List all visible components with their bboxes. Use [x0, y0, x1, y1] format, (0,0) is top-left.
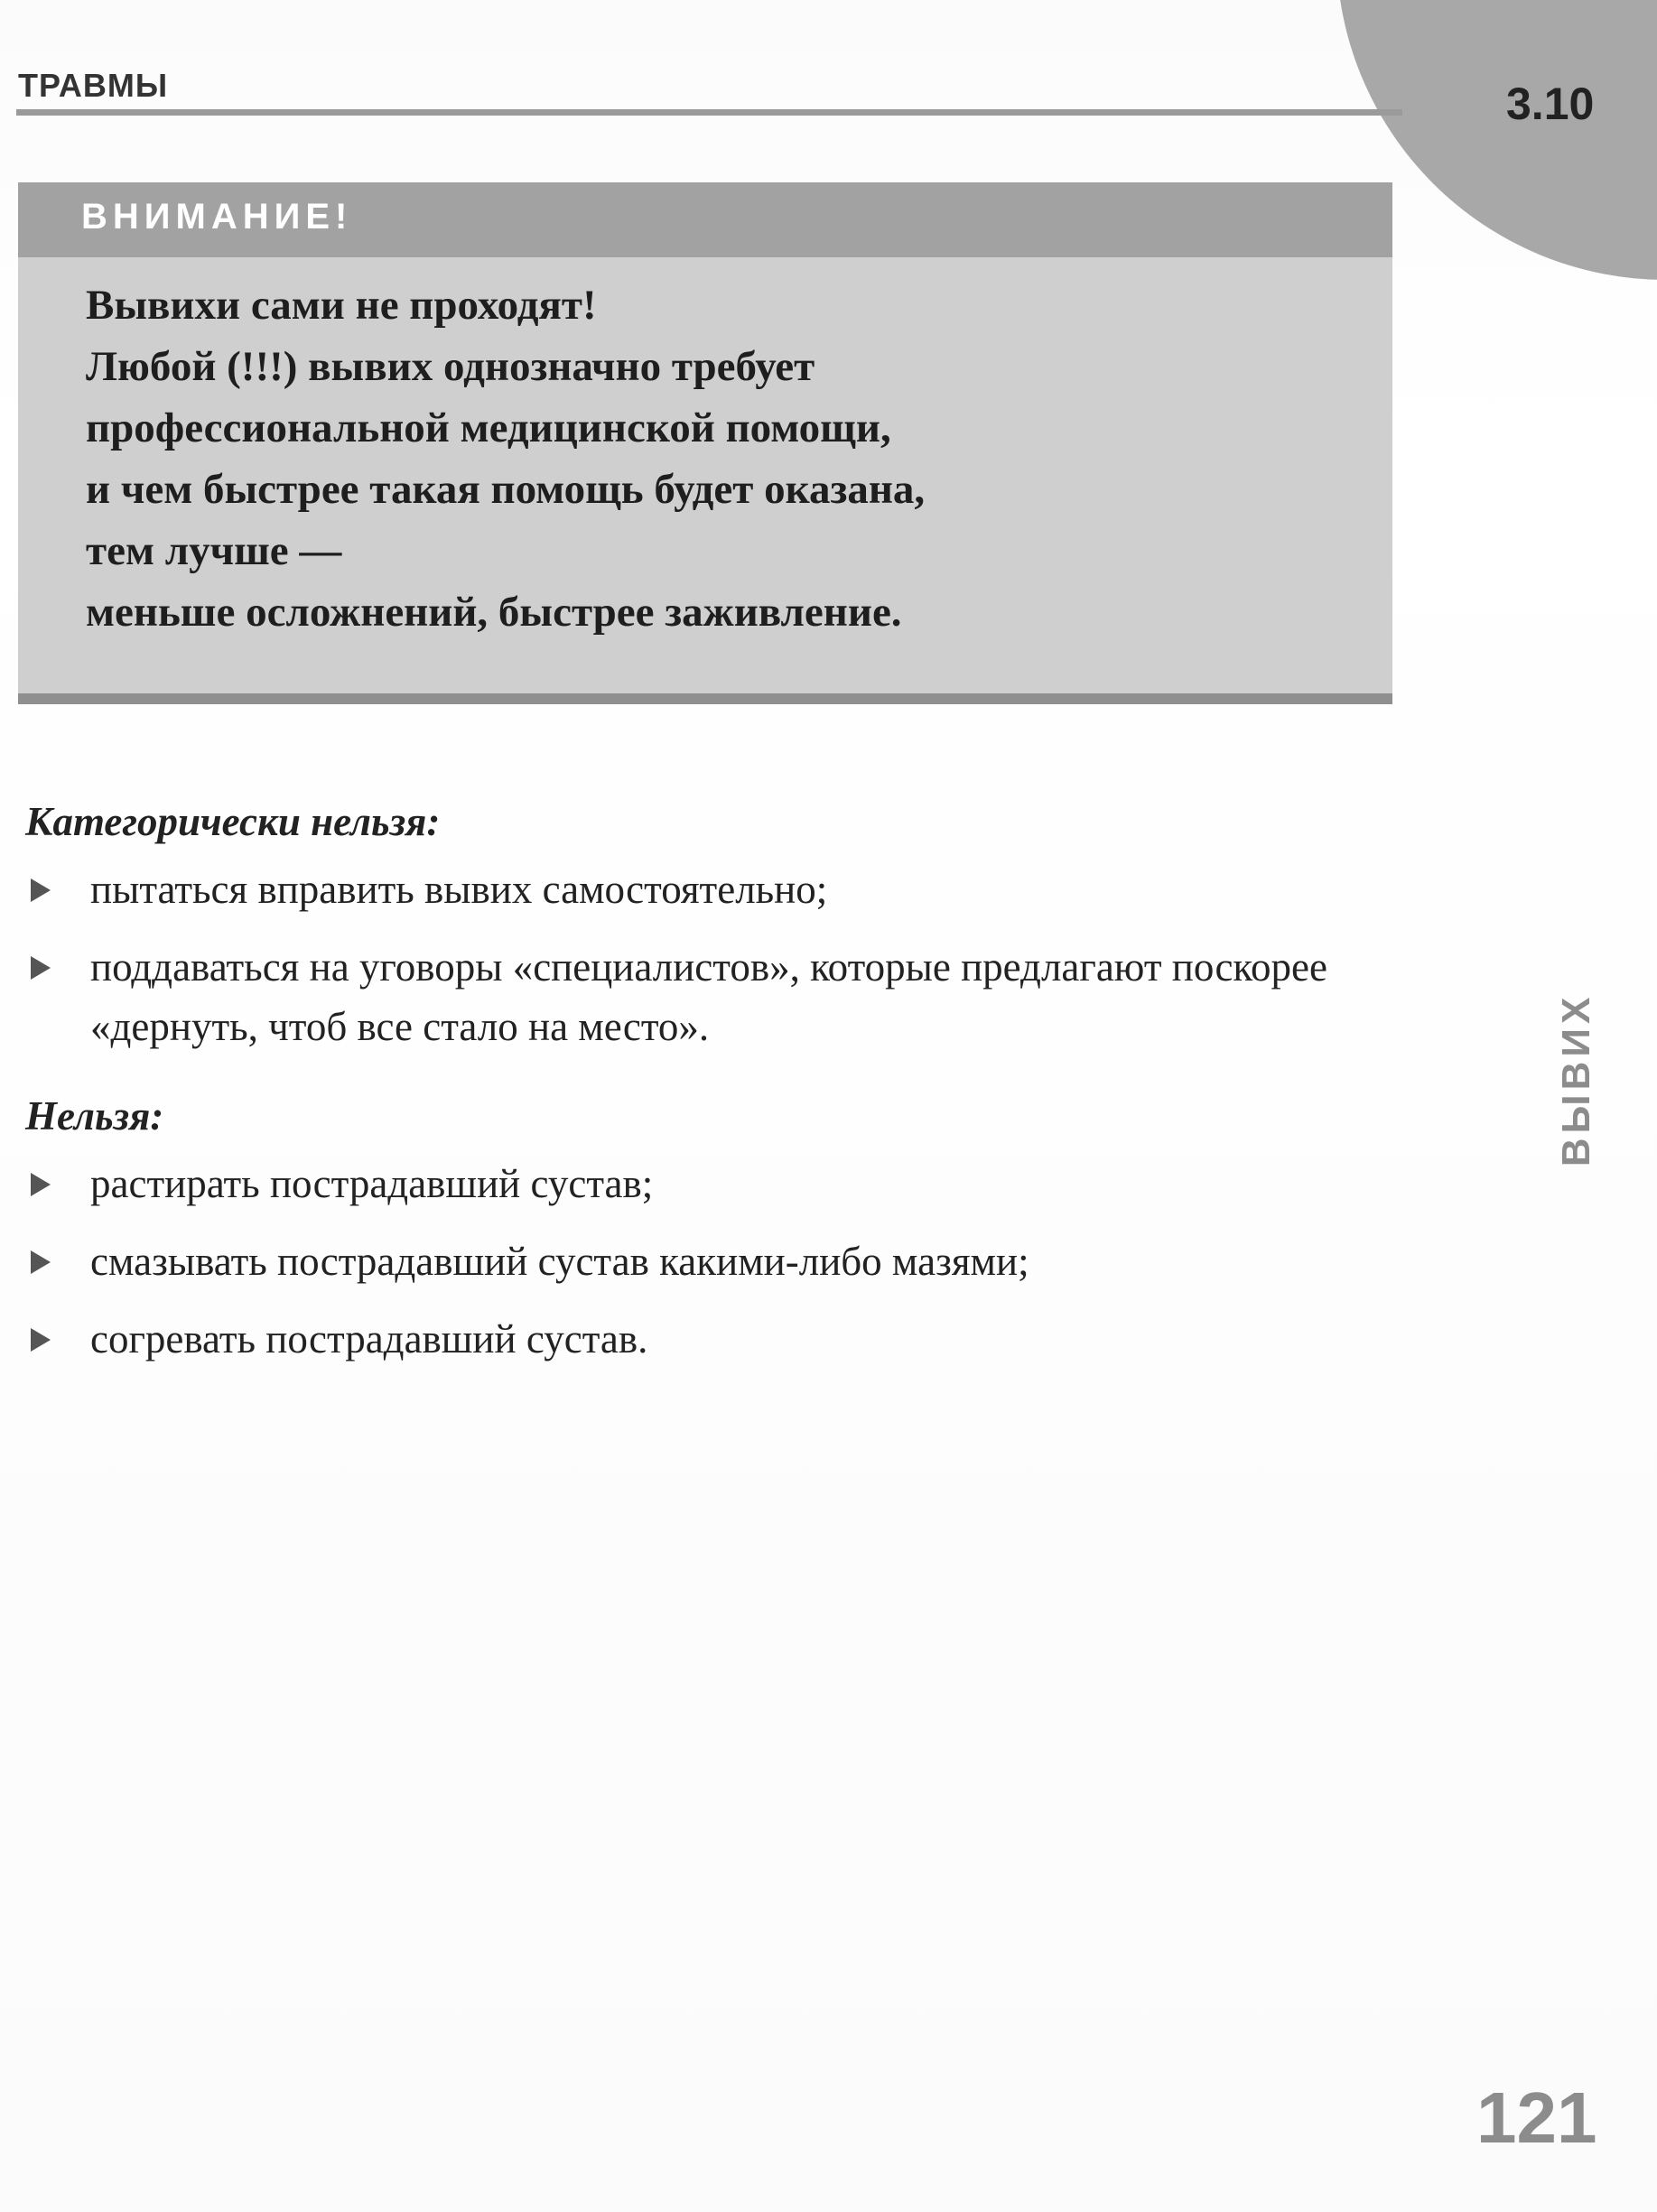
list-item-text: поддаваться на уговоры «специалистов», которые предлагают поскорее «дернуть, чтоб все стало на место». [90, 944, 1327, 1049]
page-number: 121 [1476, 2077, 1597, 2158]
list-item-text: пытаться вправить вывих самостоятельно; [90, 867, 828, 912]
attention-line: Вывихи сами не проходят! [86, 282, 597, 329]
triangle-bullet-icon [31, 1328, 51, 1352]
triangle-bullet-icon [31, 956, 51, 980]
forbidden-list [25, 1154, 1398, 1369]
attention-line: меньше осложнений, быстрее заживление. [86, 589, 902, 636]
strictly-forbidden-heading: Категорически нельзя: [25, 799, 441, 844]
triangle-bullet-icon [31, 878, 51, 902]
running-head: ТРАВМЫ [18, 67, 169, 104]
attention-line: профессиональной медицинской помощи, [86, 404, 891, 451]
list-item [25, 1309, 1398, 1369]
list-item [25, 937, 1398, 1056]
list-item-text: смазывать пострадавший сустав какими-либо мазями; [90, 1239, 1029, 1284]
list-item [25, 860, 1398, 919]
attention-title: ВНИМАНИЕ! [81, 197, 353, 237]
attention-box [18, 182, 1392, 704]
list-item-text: согревать пострадавший сустав. [90, 1316, 648, 1362]
attention-line: и чем быстрее такая помощь будет оказана, [86, 466, 926, 513]
attention-bottom-rule [18, 693, 1392, 704]
section-number: 3.10 [1506, 79, 1595, 129]
strictly-forbidden-list [25, 860, 1398, 1056]
attention-text [86, 274, 1368, 643]
list-item-text: растирать пострадавший сустав; [90, 1161, 654, 1206]
forbidden-section [25, 1089, 1398, 1369]
strictly-forbidden-section [25, 795, 1398, 1056]
main-content [25, 795, 1398, 1387]
header-rule [16, 109, 1402, 116]
chapter-side-label: ВЫВИХ [1554, 992, 1598, 1167]
attention-band [18, 182, 1392, 257]
list-item [25, 1154, 1398, 1213]
attention-line: тем лучше — [86, 527, 342, 574]
forbidden-heading: Нельзя: [25, 1093, 164, 1139]
list-item [25, 1231, 1398, 1291]
triangle-bullet-icon [31, 1173, 51, 1196]
attention-line: Любой (!!!) вывих однозначно требует [86, 343, 815, 390]
triangle-bullet-icon [31, 1250, 51, 1274]
